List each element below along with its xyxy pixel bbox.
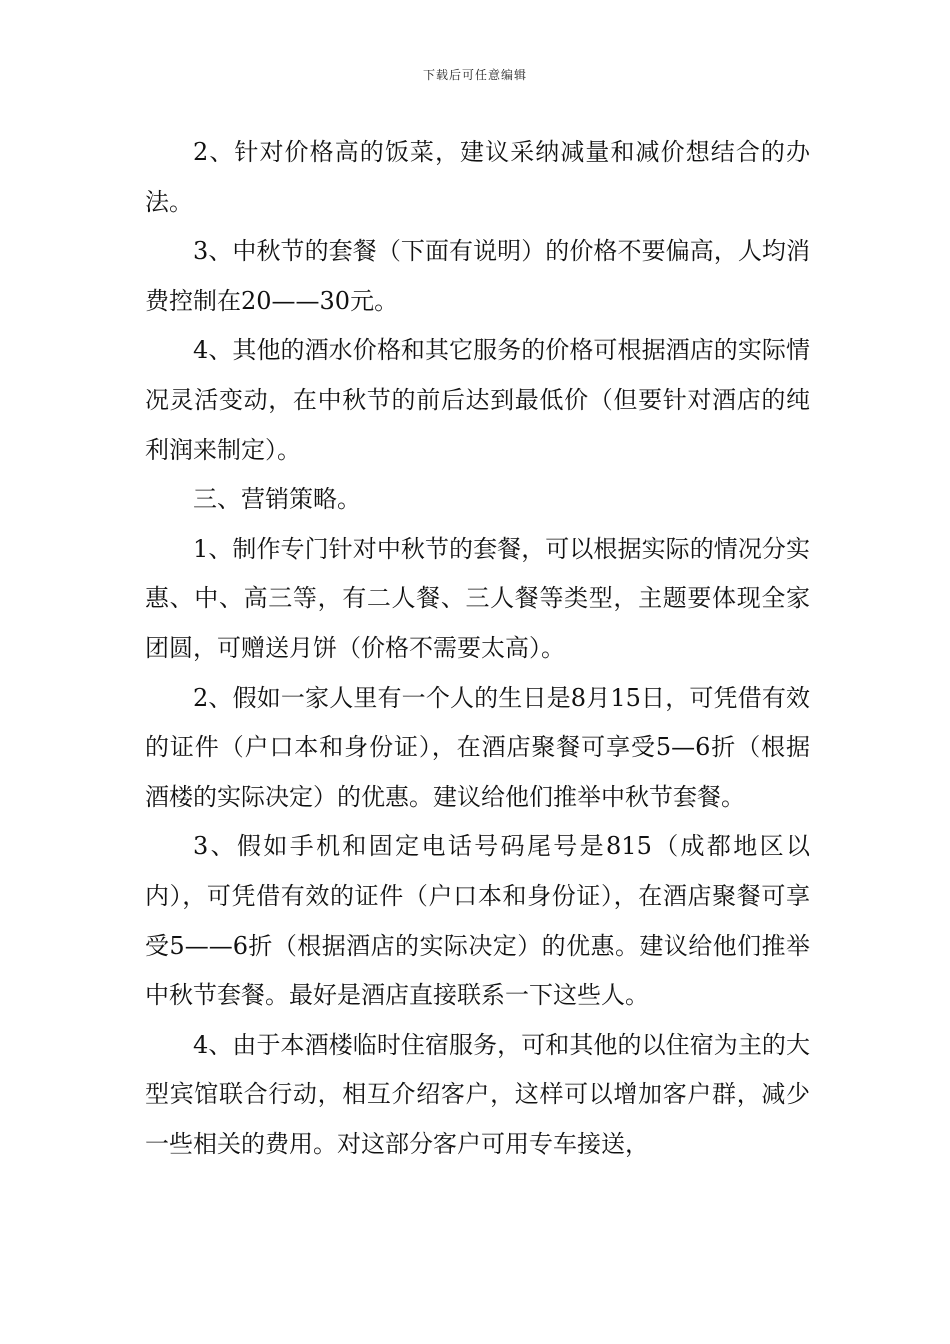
page-header: 下载后可任意编辑 (422, 68, 527, 82)
paragraph-strategy-set-meal: 1、制作专门针对中秋节的套餐，可以根据实际的情况分实惠、中、高三等，有二人餐、三人餐等类型，主题要体现全家团圆，可赠送月饼（价格不需要太高）。 (145, 534, 810, 662)
paragraph-strategy-hotel-partner: 4、由于本酒楼临时住宿服务，可和其他的以住宿为主的大型宾馆联合行动，相互介绍客户，这样可以增加客户群，减少一些相关的费用。对这部分客户可用专车接送， (145, 1030, 810, 1158)
paragraph-price-dishes: 2、针对价格高的饭菜，建议采纳减量和减价想结合的办法。 (145, 138, 810, 216)
document-body (145, 128, 810, 1169)
section-heading-marketing: 三、营销策略。 (193, 485, 361, 514)
paragraph-drinks-price: 4、其他的酒水价格和其它服务的价格可根据酒店的实际情况灵活变动，在中秋节的前后达到最低价（但要针对酒店的纯利润来制定）。 (145, 336, 810, 464)
paragraph-strategy-phone-number: 3、假如手机和固定电话号码尾号是815（成都地区以内），可凭借有效的证件（户口本和身份证），在酒店聚餐可享受5——6折（根据酒店的实际决定）的优惠。建议给他们推举中秋节套餐。最好是酒店直接联系一下这些人。 (145, 832, 810, 1010)
paragraph-strategy-birthday: 2、假如一家人里有一个人的生日是8月15日，可凭借有效的证件（户口本和身份证），在酒店聚餐可享受5—6折（根据酒楼的实际决定）的优惠。建议给他们推举中秋节套餐。 (145, 683, 810, 811)
paragraph-set-meal-price: 3、中秋节的套餐（下面有说明）的价格不要偏高，人均消费控制在20——30元。 (145, 237, 810, 315)
